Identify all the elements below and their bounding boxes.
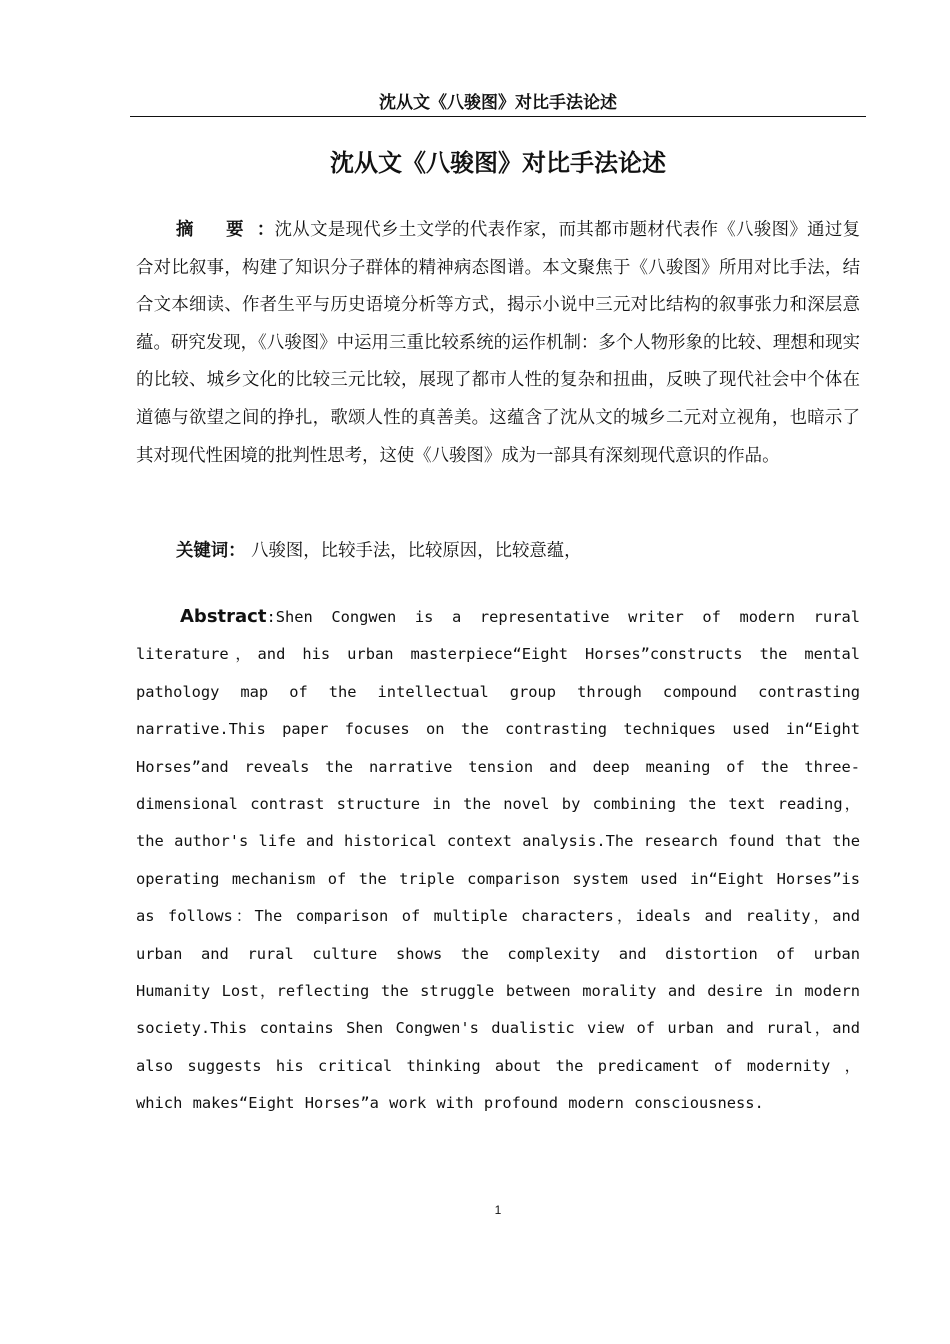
chinese-abstract-text: 沈从文是现代乡土文学的代表作家，而其都市题材代表作《八骏图》通过复合对比叙事，构建了知识分子群体的精神病态图谱。本文聚焦于《八骏图》所用对比手法，结合文本细读、作者生平与历史语境分析等方式，揭示小说中三元对比结构的叙事张力和深层意蕴。研究发现，《八骏图》中运用三重比较系统的运作机制：多个人物形象的比较、理想和现实的比较、城乡文化的比较三元比较，展现了都市人性的复杂和扭曲，反映了现代社会中个体在道德与欲望之间的挣扎，歌颂人性的真善美。这蕴含了沈从文的城乡二元对立视角，也暗示了其对现代性困境的批判性思考，这使《八骏图》成为一部具有深刻现代意识的作品。 xyxy=(136,220,860,466)
keywords xyxy=(176,537,860,565)
keywords-text: 八骏图，比较手法，比较原因，比较意蕴， xyxy=(251,541,582,561)
english-abstract-label: Abstract xyxy=(180,606,267,627)
header-divider xyxy=(130,116,866,117)
chinese-abstract-label-colon: ： xyxy=(256,220,275,240)
chinese-abstract-label: 摘 要 xyxy=(176,220,257,240)
paper-title: 沈从文《八骏图》对比手法论述 xyxy=(330,149,666,177)
chinese-abstract xyxy=(136,212,860,475)
english-abstract-text: :Shen Congwen is a representative writer of modern rural literature，and his urban masterpiece“Eight Horses”constructs the mental pathology map of the intellectual group through compound contrasting narrative.This paper focuses on the contrasting techniques used in“Eight Horses”and reveals the narrative tension and deep meaning of the three-dimensional contrast structure in the novel by combining the text reading，the author's life and historical context analysis.The research found that the operating mechanism of the triple comparison system used in“Eight Horses”is as follows：The comparison of multiple characters，ideals and reality，and urban and rural culture shows the complexity and distortion of urban Humanity Lost，reflecting the struggle between morality and desire in modern society.This contains Shen Congwen's dualistic view of urban and rural，and also suggests his critical thinking about the predicament of modernity ， which makes“Eight Horses”a work with profound modern consciousness. xyxy=(136,608,860,1113)
keywords-label: 关键词： xyxy=(176,541,246,561)
english-abstract xyxy=(136,598,860,1123)
page-number: 1 xyxy=(494,1203,502,1217)
running-header-title: 沈从文《八骏图》对比手法论述 xyxy=(379,93,617,113)
